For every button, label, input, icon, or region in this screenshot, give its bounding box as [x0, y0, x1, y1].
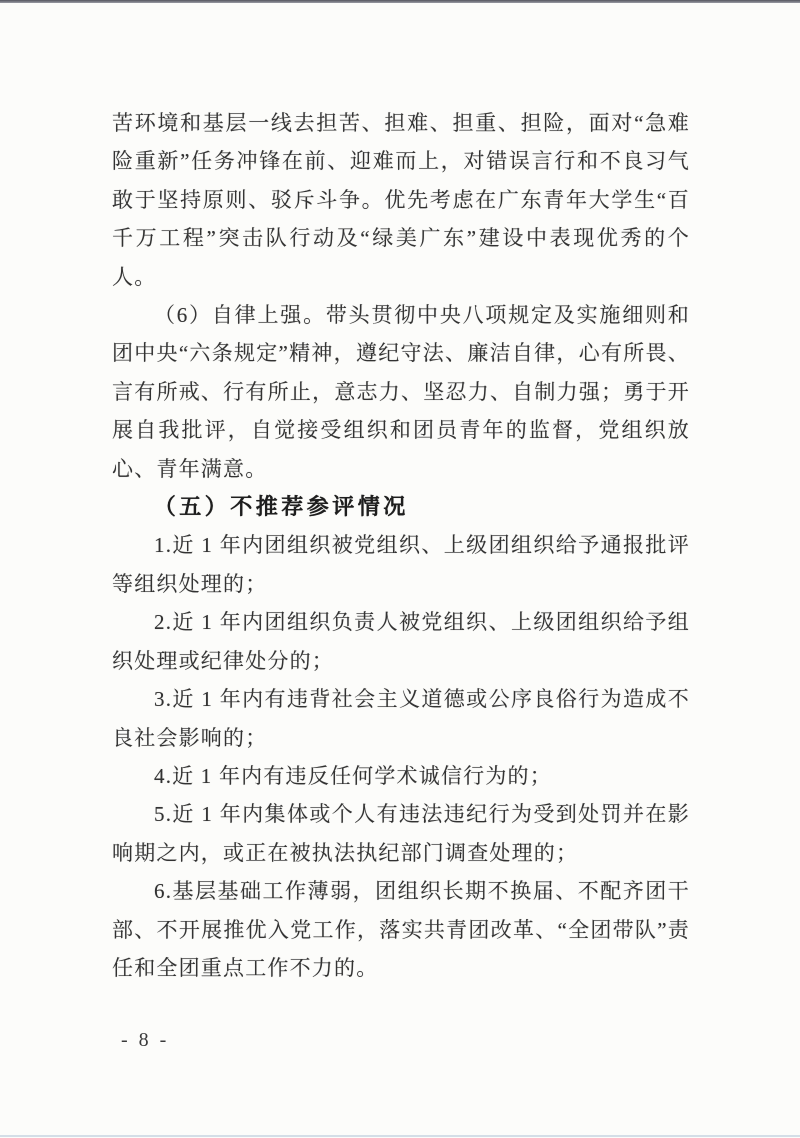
- paragraph: 1.近 1 年内团组织被党组织、上级团组织给予通报批评等组织处理的；: [112, 533, 690, 596]
- paragraph: 3.近 1 年内有违背社会主义道德或公序良俗行为造成不良社会影响的；: [112, 687, 690, 750]
- paragraph: （6）自律上强。带头贯彻中央八项规定及实施细则和团中央“六条规定”精神，遵纪守法、廉洁自律，心有所畏、言有所戒、行有所止，意志力、坚忍力、自制力强；勇于开展自我批评，自觉接受组织和团员青年的监督，党组织放心、青年满意。: [112, 303, 690, 481]
- document-body: [112, 104, 690, 987]
- paragraph: 5.近 1 年内集体或个人有违法违纪行为受到处罚并在影响期之内，或正在被执法执纪部门调查处理的；: [112, 802, 690, 865]
- paragraph: 4.近 1 年内有违反任何学术诚信行为的；: [154, 763, 552, 788]
- paragraph: 2.近 1 年内团组织负责人被党组织、上级团组织给予组织处理或纪律处分的；: [112, 610, 690, 673]
- paragraph: 6.基层基础工作薄弱，团组织长期不换届、不配齐团干部、不开展推优入党工作，落实共青团改革、“全团带队”责任和全团重点工作不力的。: [112, 879, 690, 980]
- page-number: - 8 -: [121, 1029, 170, 1051]
- scan-edge-top: [0, 0, 800, 3]
- section-heading: （五）不推荐参评情况: [153, 494, 409, 520]
- paragraph: 苦环境和基层一线去担苦、担难、担重、担险，面对“急难险重新”任务冲锋在前、迎难而上，对错误言行和不良习气敢于坚持原则、驳斥斗争。优先考虑在广东青年大学生“百千万工程”突击队行动及“绿美广东”建设中表现优秀的个人。: [112, 111, 690, 289]
- scan-edge-bottom: [0, 1135, 800, 1137]
